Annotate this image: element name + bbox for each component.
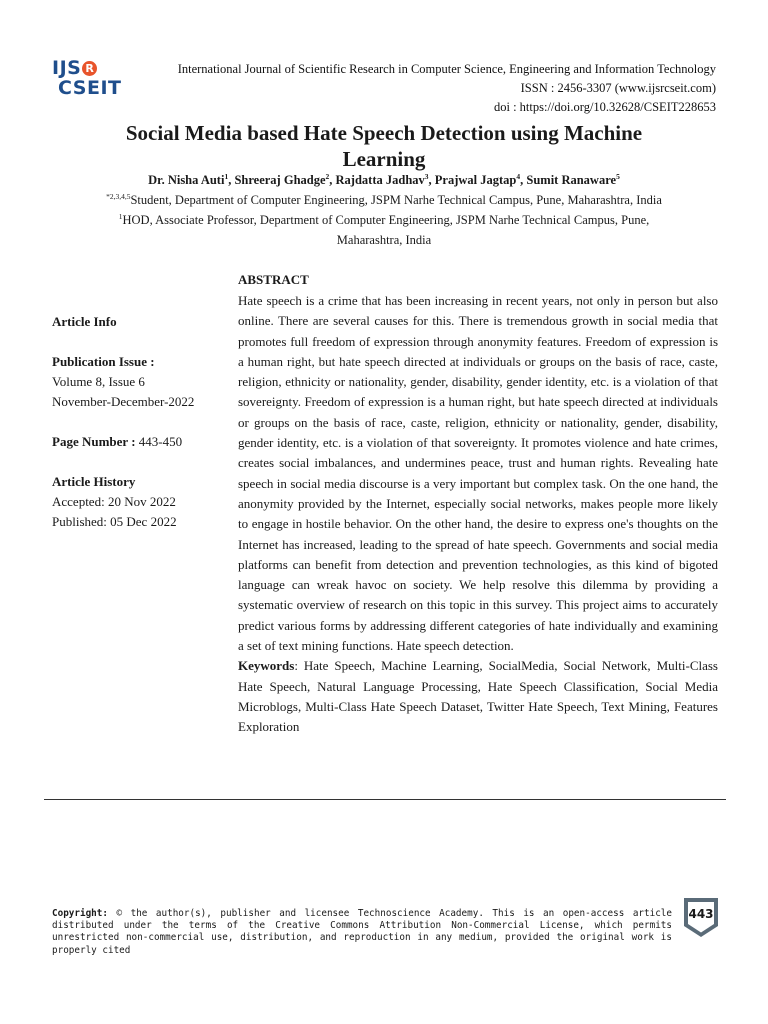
logo-text-bottom: CSEIT — [58, 77, 122, 99]
abstract-block — [238, 291, 718, 738]
journal-logo — [52, 58, 134, 100]
affiliation-students: $^{*2,3,4,5}$Student, Department of Computer Engineering, JSPM Narhe Technical Campus, Pune, Maharashtra, India — [106, 192, 662, 207]
keywords-label: Keywords — [238, 658, 295, 674]
keywords — [238, 656, 718, 737]
copyright-text: © the author(s), publisher and licensee Technoscience Academy. This is an open-access article distributed under the terms of the Creative Commons Attribution Non-Commercial License, which permits unrestricted non-commercial use, distribution, and reproduction in any medium, provided the original work is properly cited — [52, 908, 672, 956]
page-number-label: Page Number : — [52, 434, 139, 449]
author-4: Prajwal Jagtap$^4$, — [434, 172, 527, 187]
title-line-2: Learning — [342, 147, 426, 171]
author-3: Rajdatta Jadhav$^3$, — [335, 172, 435, 187]
keywords-text: : Hate Speech, Machine Learning, SocialMedia, Social Network, Multi-Class Hate Speech, Natural Language Processing, Hate Speech Classification, Social Media Microblogs, Multi-Class Hate Speech Dataset, Twitter Hate Speech, Text Mining, Features Exploration — [238, 658, 718, 735]
volume-issue: Volume 8, Issue 6 — [52, 374, 145, 389]
doi-line: doi : https://doi.org/10.32628/CSEIT228653 — [493, 100, 716, 114]
publication-issue-label: Publication Issue : — [52, 354, 155, 369]
author-list — [60, 173, 708, 188]
copyright-label: Copyright: — [52, 908, 108, 919]
page-number-badge — [682, 896, 720, 938]
issn-line: ISSN : 2456-3307 (www.ijsrcseit.com) — [520, 81, 716, 95]
page-number-value: 443-450 — [138, 434, 183, 449]
article-history-label: Article History — [52, 474, 136, 489]
author-2: Shreeraj Ghadge$^2$, — [234, 172, 336, 187]
journal-name: International Journal of Scientific Research in Computer Science, Engineering and Information Technology — [177, 62, 716, 76]
publication-period: November-December-2022 — [52, 394, 195, 409]
accepted-date: Accepted: 20 Nov 2022 — [52, 494, 176, 509]
logo-text-top: IJS — [52, 57, 82, 79]
published-date: Published: 05 Dec 2022 — [52, 514, 177, 529]
article-info-panel — [52, 312, 232, 532]
abstract-text: Hate speech is a crime that has been increasing in recent years, not only in person but also online. There are several causes for this. There is tremendous growth in social media that promotes full freedom of expression through anonymity features. Freedom of expression is a human right, but hate speech directed at individuals or groups on the basis of race, caste, religion, ethnicity or nationality, gender, disability, gender identity, etc. is a violation of that sovereignty. Freedom of expression is a human right, but hate speech directed at individuals or groups on the basis of race, caste, religion, ethnicity or nationality, gender, disability, gender identity, etc. is a violation of that sovereignty. It promotes violence and hate crimes, creates social imbalances, and undermines peace, trust and human rights. Revealing hate speech in social media discourse is a very important but complex task. On the one hand, the anonymity provided by the Internet, especially social networks, makes people more likely to engage in hostile behavior. On the other hand, the desire to express one's thoughts on the Internet has increased, leading to the spread of hate speech. Governments and social media platforms can benefit from detection and prevention technologies, as this kind of bigoted language can wreak havoc on society. We help resolve this dilemma by providing a systematic overview of research on this topic in this survey. This project aims to accurately predict various forms by addressing different categories of hate individually and examining a set of text mining functions. Hate speech detection. — [238, 293, 718, 654]
author-1: Dr. Nisha Auti$^1$, — [148, 172, 235, 187]
affiliation-hod: $^1$HOD, Associate Professor, Department of Computer Engineering, JSPM Narhe Technical Campus, Pune, Maharashtra, India — [118, 212, 650, 247]
abstract-heading: ABSTRACT — [238, 272, 309, 287]
footer-page-number: 443 — [688, 907, 714, 921]
logo-r-badge: R — [82, 61, 97, 76]
article-info-heading: Article Info — [52, 314, 117, 329]
copyright-notice — [52, 908, 672, 957]
page-number-row — [52, 432, 232, 452]
section-divider — [44, 799, 726, 800]
title-line-1: Social Media based Hate Speech Detection using Machine — [125, 121, 643, 145]
paper-title — [60, 120, 708, 172]
author-5: Sumit Ranaware$^5$ — [526, 172, 620, 187]
